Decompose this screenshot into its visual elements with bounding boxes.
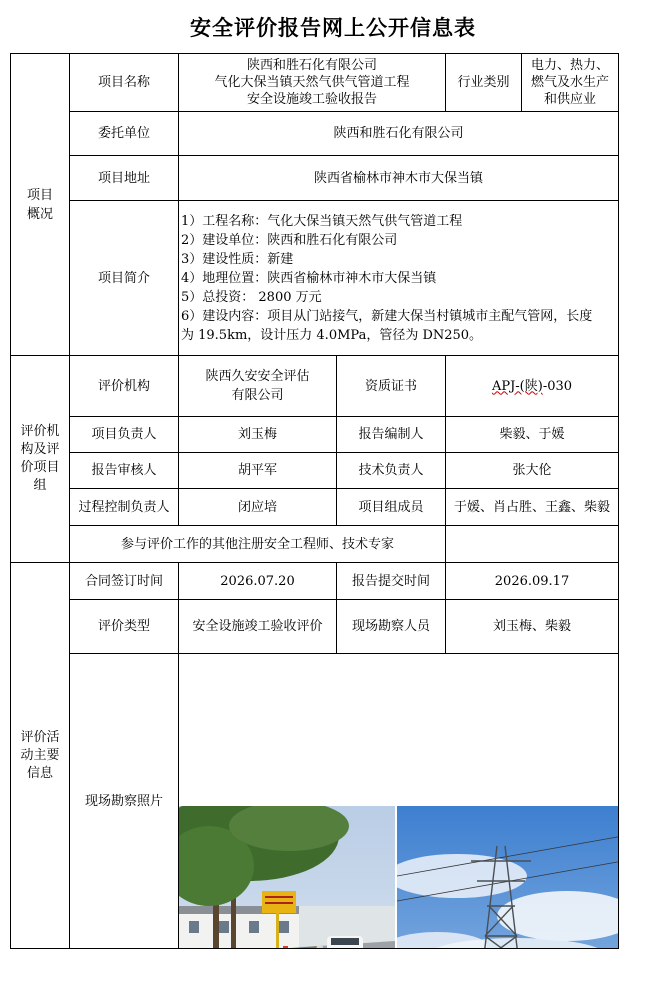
industry-value: 电力、热力、 燃气及水生产 和供应业 — [522, 54, 619, 112]
process-label: 过程控制负责人 — [70, 489, 179, 526]
survey-label: 现场勘察人员 — [337, 600, 446, 654]
photos-label: 现场勘察照片 — [70, 654, 179, 949]
tech-label: 技术负责人 — [337, 453, 446, 489]
industry-label: 行业类别 — [446, 54, 522, 112]
submit-value: 2026.09.17 — [446, 563, 619, 600]
client-value: 陕西和胜石化有限公司 — [179, 112, 619, 156]
cert-label: 资质证书 — [337, 356, 446, 417]
reviewer-value: 胡平军 — [179, 453, 337, 489]
reviewer-label: 报告审核人 — [70, 453, 179, 489]
info-table — [10, 53, 619, 949]
tech-value: 张大伦 — [446, 453, 619, 489]
type-label: 评价类型 — [70, 600, 179, 654]
photos-cell — [179, 654, 619, 949]
org-value: 陕西久安安全评估 有限公司 — [179, 356, 337, 417]
other-experts-label: 参与评价工作的其他注册安全工程师、技术专家 — [70, 526, 446, 563]
submit-label: 报告提交时间 — [337, 563, 446, 600]
survey-value: 刘玉梅、柴毅 — [446, 600, 619, 654]
address-value: 陕西省榆林市神木市大保当镇 — [179, 156, 619, 201]
other-experts-value — [446, 526, 619, 563]
leader-label: 项目负责人 — [70, 417, 179, 453]
process-value: 闭应培 — [179, 489, 337, 526]
intro-value: 1）工程名称：气化大保当镇天然气供气管道工程 2）建设单位：陕西和胜石化有限公司 3）建设性质：新建 4）地理位置：陕西省榆林市神木市大保当镇 5）总投资： 2800 万元 6）建设内容：项目从门站接气，新建大保当村镇城市主配气管网，长度 为 19.5km，设计压力 4.0MPa，管径为 DN250。 — [179, 201, 619, 356]
members-label: 项目组成员 — [337, 489, 446, 526]
page-title: 安全评价报告网上公开信息表 — [190, 16, 476, 40]
activity-section-label: 评价活 动主要 信息 — [11, 563, 70, 949]
cert-value: APJ-(陕)-030 — [446, 356, 619, 417]
project-name-value: 陕西和胜石化有限公司 气化大保当镇天然气供气管道工程 安全设施竣工验收报告 — [179, 54, 446, 112]
project-name-label: 项目名称 — [70, 54, 179, 112]
members-value: 于媛、肖占胜、王鑫、柴毅 — [446, 489, 619, 526]
client-label: 委托单位 — [70, 112, 179, 156]
team-section-label: 评价机 构及评 价项目 组 — [11, 356, 70, 563]
writer-label: 报告编制人 — [337, 417, 446, 453]
contract-label: 合同签订时间 — [70, 563, 179, 600]
site-photo-road — [179, 806, 395, 949]
org-label: 评价机构 — [70, 356, 179, 417]
overview-section-label: 项目 概况 — [11, 54, 70, 356]
intro-label: 项目简介 — [70, 201, 179, 356]
site-photo-tower — [397, 806, 619, 949]
type-value: 安全设施竣工验收评价 — [179, 600, 337, 654]
contract-value: 2026.07.20 — [179, 563, 337, 600]
address-label: 项目地址 — [70, 156, 179, 201]
writer-value: 柴毅、于媛 — [446, 417, 619, 453]
leader-value: 刘玉梅 — [179, 417, 337, 453]
